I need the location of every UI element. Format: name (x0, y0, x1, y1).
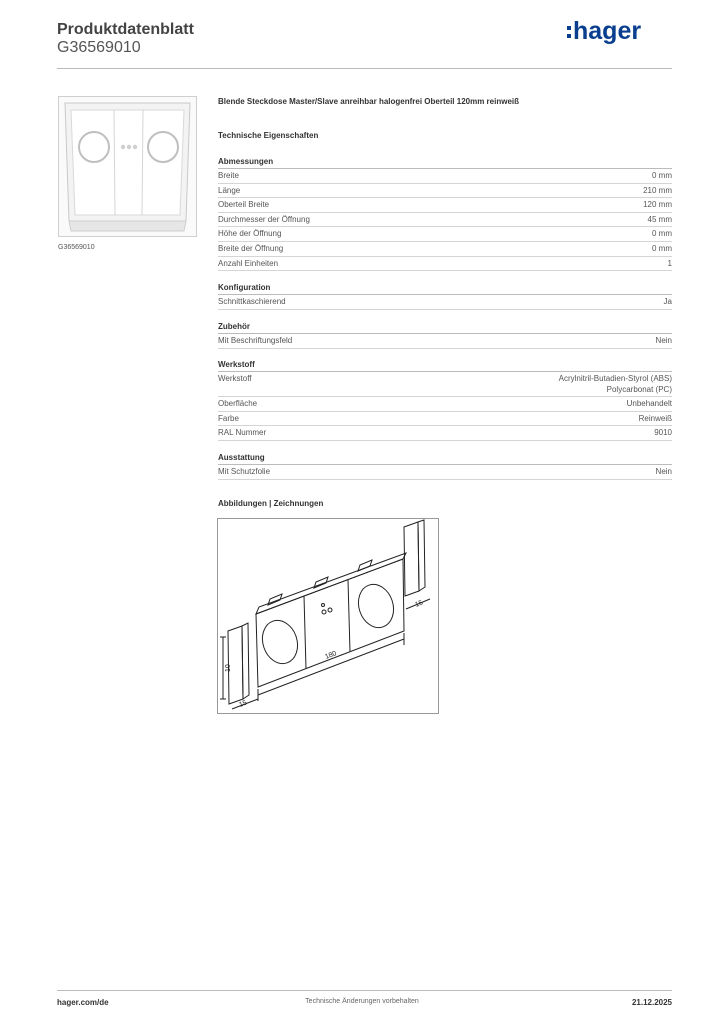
row-value: Nein (655, 467, 672, 476)
table-row (218, 184, 672, 199)
product-description: Blende Steckdose Master/Slave anreihbar halogenfrei Oberteil 120mm reinweiß (218, 97, 519, 106)
technical-drawing (217, 518, 439, 714)
section-title: Konfiguration (218, 281, 672, 295)
section-abmessungen (218, 155, 672, 271)
row-value: 120 mm (643, 200, 672, 210)
row-label: Schnittkaschierend (218, 297, 286, 306)
section-konfiguration (218, 281, 672, 310)
row-value: 1 (667, 258, 672, 268)
table-row (218, 372, 672, 397)
row-value: Ja (663, 297, 672, 306)
row-label: Farbe (218, 413, 239, 423)
header-divider (57, 68, 672, 69)
table-row (218, 465, 672, 480)
row-value: Unbehandelt (626, 399, 672, 408)
table-row (218, 213, 672, 228)
footer-website-link[interactable]: hager.com/de (57, 998, 109, 1007)
row-value: Reinweiß (638, 413, 672, 423)
row-label: Oberfläche (218, 399, 258, 408)
figures-heading: Abbildungen | Zeichnungen (218, 499, 324, 508)
row-label: Durchmesser der Öffnung (218, 214, 310, 224)
table-row (218, 257, 672, 272)
row-value: 0 mm (652, 229, 672, 239)
row-label: Mit Schutzfolie (218, 467, 271, 476)
row-label: Länge (218, 185, 241, 195)
row-label: Oberteil Breite (218, 200, 270, 210)
hager-logo (566, 14, 658, 48)
row-value (559, 372, 672, 396)
section-title: Ausstattung (218, 451, 672, 465)
table-row (218, 242, 672, 257)
row-label: Werkstoff (218, 374, 252, 383)
row-label: Höhe der Öffnung (218, 229, 282, 239)
table-row (218, 169, 672, 184)
dim-label-10: 10 (225, 664, 232, 672)
table-row (218, 334, 672, 349)
image-caption: G36569010 (58, 244, 95, 251)
section-werkstoff (218, 358, 672, 441)
row-value: 45 mm (647, 214, 672, 224)
product-image (58, 96, 197, 237)
section-title: Werkstoff (218, 358, 672, 372)
material-abs: Acrylnitril-Butadien-Styrol (ABS) (558, 374, 672, 383)
footer-date: 21.12.2025 (631, 998, 672, 1007)
row-label: Mit Beschriftungsfeld (218, 336, 293, 345)
table-row (218, 198, 672, 213)
row-value: 0 mm (652, 171, 672, 180)
section-title: Abmessungen (218, 155, 672, 169)
table-row (218, 426, 672, 441)
product-number: G36569010 (57, 39, 141, 56)
table-row (218, 397, 672, 412)
logo-text: hager (573, 17, 642, 45)
footer-note: Technische Änderungen vorbehalten (305, 998, 419, 1005)
dim-label-15-left: 15 (238, 699, 248, 709)
dimension-drawing (218, 519, 438, 713)
page-title: Produktdatenblatt (57, 21, 194, 38)
footer-divider (57, 990, 672, 991)
row-label: Anzahl Einheiten (218, 258, 279, 268)
tech-properties-heading: Technische Eigenschaften (218, 131, 319, 140)
section-ausstattung (218, 451, 672, 480)
table-row (218, 412, 672, 427)
cover-plate-illustration (59, 97, 196, 236)
table-row (218, 227, 672, 242)
row-value: 9010 (654, 428, 672, 438)
dim-label-15-right: 15 (414, 599, 424, 609)
row-value: 0 mm (652, 243, 672, 253)
table-row (218, 295, 672, 310)
row-value: Nein (655, 336, 672, 345)
row-label: Breite der Öffnung (218, 243, 284, 253)
section-title: Zubehör (218, 320, 672, 334)
dim-label-180: 180 (324, 650, 338, 661)
row-label: RAL Nummer (218, 428, 267, 438)
material-pc: Polycarbonat (PC) (606, 385, 672, 394)
row-label: Breite (218, 171, 239, 180)
row-value: 210 mm (643, 185, 672, 195)
section-zubehoer (218, 320, 672, 349)
